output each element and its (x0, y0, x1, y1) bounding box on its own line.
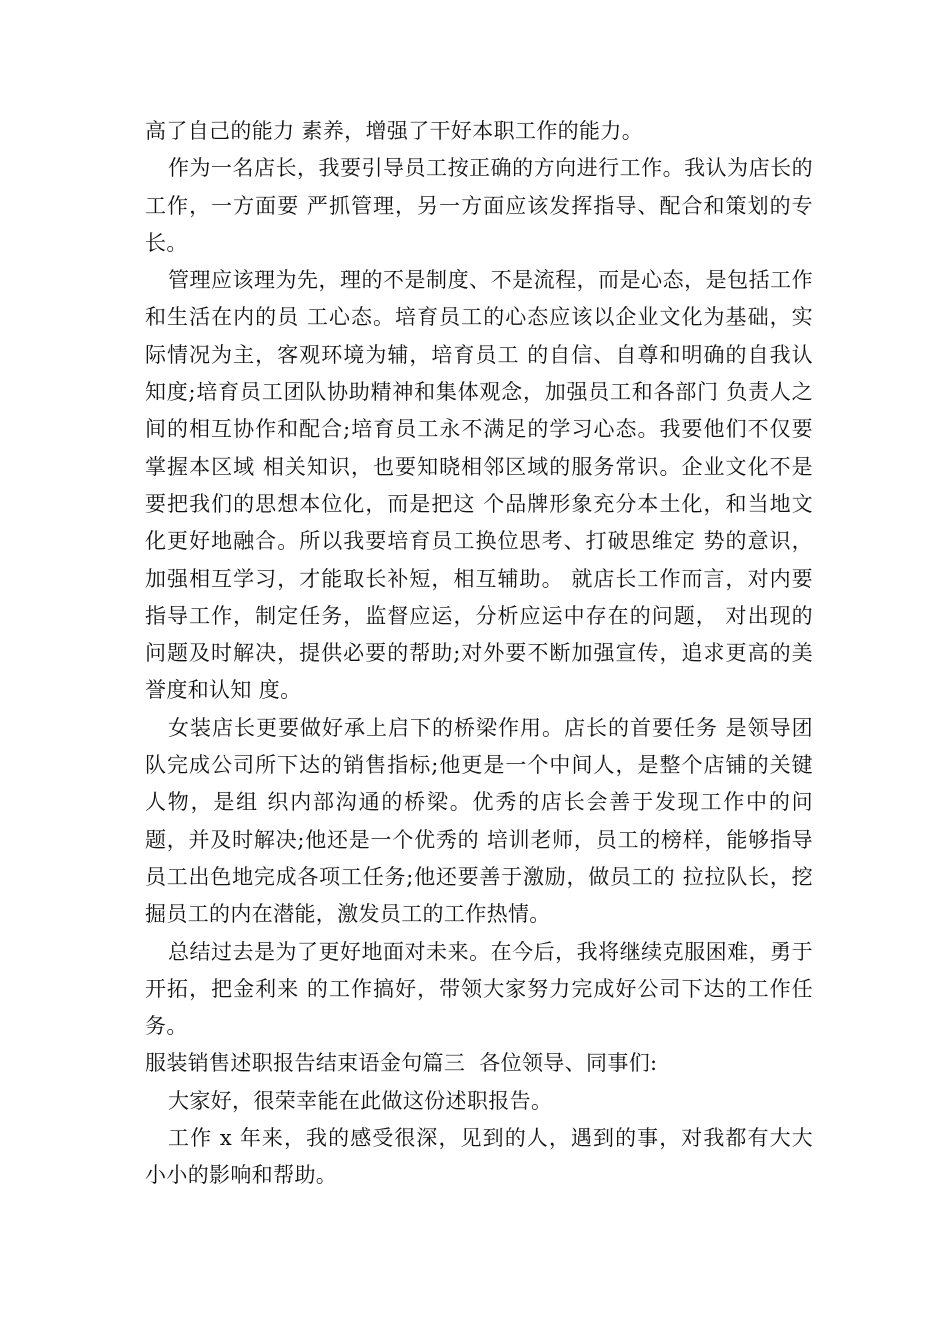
paragraph-bridge-role: 女装店长更要做好承上启下的桥梁作用。店长的首要任务 是领导团队完成公司所下达的销售指标;他更是一个中间人，是整个店铺的关键人物，是组 织内部沟通的桥梁。优秀的店长会善于发现工作中的问题，并及时解决;他还是一个优秀的 培训老师，员工的榜样，能够指导员工出色地完成各项工任务;他还要善于激励，做员工的 拉拉队长，挖掘员工的内在潜能，激发员工的工作热情。 (145, 715, 813, 927)
paragraph-summary-future: 总结过去是为了更好地面对未来。在今后，我将继续克服困难，勇于开拓，把金利来 的工作搞好，带领大家努力完成好公司下达的工作任务。 (145, 939, 813, 1039)
section-heading-line (145, 1045, 813, 1082)
document-body (145, 113, 813, 1195)
paragraph-management-mindset: 管理应该理为先，理的不是制度、不是流程，而是心态，是包括工作和生活在内的员 工心态。培育员工的心态应该以企业文化为基础，实际情况为主，客观环境为辅，培育员工 的自信、自尊和明确的自我认知度;培育员工团队协助精神和集体观念，加强员工和各部门 负责人之间的相互协作和配合;培育员工永不满足的学习心态。我要他们不仅要掌握本区域 相关知识，也要知晓相邻区域的服务常识。企业文化不是要把我们的思想本位化，而是把这 个品牌形象充分本土化，和当地文化更好地融合。所以我要培育员工换位思考、打破思维定 势的意识，加强相互学习，才能取长补短，相互辅助。 就店长工作而言，对内要指导工作，制定任务，监督应运，分析应运中存在的问题， 对出现的问题及时解决，提供必要的帮助;对外要不断加强宣传，追求更高的美誉度和认知 度。 (145, 268, 813, 703)
paragraph-continuation: 高了自己的能力 素养，增强了干好本职工作的能力。 (145, 119, 644, 143)
salutation: 各位领导、同事们: (479, 1051, 658, 1076)
paragraph-greeting: 大家好，很荣幸能在此做这份述职报告。 (168, 1088, 553, 1113)
paragraph-work-experience: 工作 x 年来，我的感受很深，见到的人，遇到的事，对我都有大大小小的影响和帮助。 (145, 1126, 813, 1188)
paragraph-store-manager-role: 作为一名店长，我要引导员工按正确的方向进行工作。我认为店长的工作，一方面要 严抓管理，另一方面应该发挥指导、配合和策划的专长。 (145, 156, 813, 255)
section-title: 服装销售述职报告结束语金句篇三 (145, 1051, 466, 1076)
